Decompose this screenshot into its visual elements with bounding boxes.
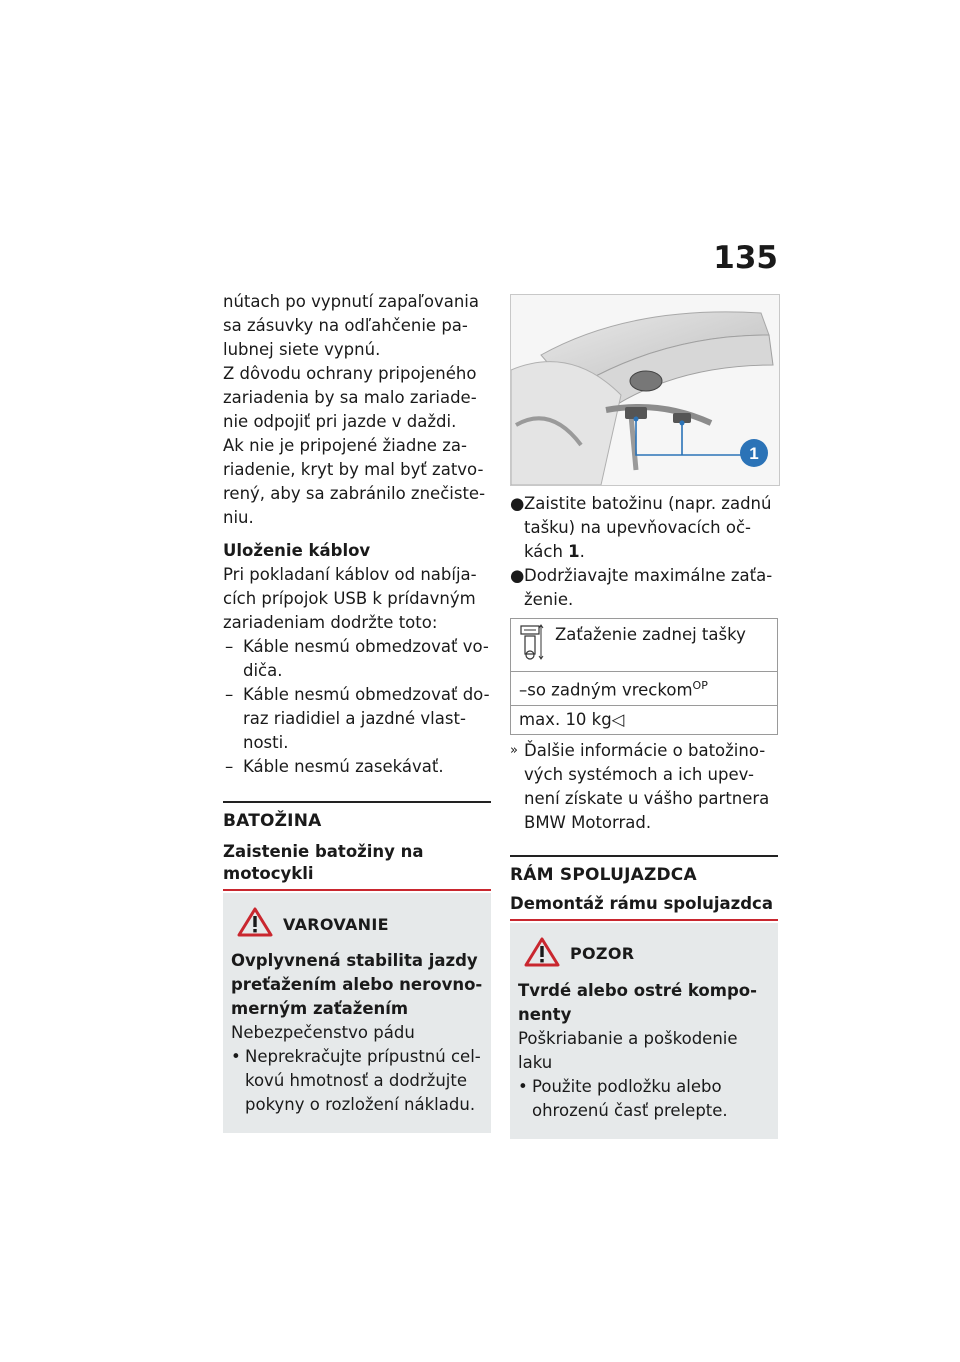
warning-triangle-icon bbox=[524, 937, 560, 971]
right-column bbox=[510, 294, 778, 1139]
table-header-cell: Zaťaženie zadnej tašky bbox=[511, 619, 778, 672]
reference-number: 1 bbox=[568, 542, 580, 561]
text-line: zariadeniam dodržte toto: bbox=[223, 613, 438, 632]
text-line: zariadenia by sa malo zariade- bbox=[223, 388, 477, 407]
cable-heading: Uloženie káblov bbox=[223, 541, 371, 560]
text-line: nútach po vypnutí zapaľovania bbox=[223, 292, 479, 311]
warning-triangle-icon bbox=[237, 907, 273, 941]
caution-heading: Tvrdé alebo ostré kompo- nenty bbox=[518, 980, 757, 1024]
section-title-pillion-frame: RÁM SPOLUJAZDCA bbox=[510, 855, 778, 885]
caution-header bbox=[518, 937, 770, 971]
text-line: rený, aby sa zabránilo znečiste- bbox=[223, 484, 486, 503]
page-number: 135 bbox=[713, 240, 778, 276]
cable-item: – Káble nesmú zasekávať. bbox=[223, 755, 491, 779]
warning-header bbox=[231, 907, 483, 941]
luggage-rack-figure bbox=[510, 294, 780, 486]
section-title-luggage: BATOŽINA bbox=[223, 801, 491, 831]
callout-number: 1 bbox=[749, 444, 759, 463]
subsection-title: Zaistenie batožiny na motocykli bbox=[223, 841, 491, 891]
table-row bbox=[511, 705, 778, 734]
table-cell: max. 10 kg◁ bbox=[511, 705, 778, 734]
text-line: lubnej siete vypnú. bbox=[223, 340, 381, 359]
text-line: niu. bbox=[223, 508, 254, 527]
subsection-title: Demontáž rámu spolujazdca bbox=[510, 893, 778, 921]
intro-text bbox=[223, 290, 491, 530]
text-line: sa zásuvky na odľahčenie pa- bbox=[223, 316, 468, 335]
text-line: Pri pokladaní káblov od nabíja- bbox=[223, 565, 477, 584]
load-table bbox=[510, 618, 778, 735]
text-line: Ak nie je pripojené žiadne za- bbox=[223, 436, 467, 455]
caution-bullet: • Použite podložku alebo ohrozenú časť prelepte. bbox=[518, 1076, 728, 1120]
warning-bullet: • Neprekračujte prípustnú cel- kovú hmotnosť a dodržujte pokyny o rozložení nákladu. bbox=[231, 1047, 481, 1114]
more-info: » Ďalšie informácie o batožino- vých systémoch a ich upev- není získate u vášho partnera BMW Motorrad. bbox=[510, 740, 770, 832]
warning-heading: Ovplyvnená stabilita jazdy preťažením alebo nerovno- merným zaťažením bbox=[231, 951, 483, 1018]
caution-label: POZOR bbox=[570, 944, 635, 963]
text-line: Z dôvodu ochrany pripojeného bbox=[223, 364, 477, 383]
table-row bbox=[511, 672, 778, 706]
left-column bbox=[223, 290, 491, 1133]
text-line: cích prípojok USB k prídavným bbox=[223, 589, 476, 608]
text-line: nie odpojiť pri jazde v daždi. bbox=[223, 412, 457, 431]
warning-box bbox=[223, 893, 491, 1133]
cable-item: – Káble nesmú obmedzovať do- raz riadidiel a jazdné vlast- nosti. bbox=[223, 683, 491, 755]
instruction-item: ● Dodržiavajte maximálne zaťa- ženie. bbox=[510, 566, 773, 609]
table-cell: –so zadným vreckom$^{OP}$ bbox=[511, 672, 778, 706]
cable-item: – Káble nesmú obmedzovať vo- diča. bbox=[223, 635, 491, 683]
warning-label: VAROVANIE bbox=[283, 914, 389, 934]
caution-box bbox=[510, 923, 778, 1139]
text-line: riadenie, kryt by mal byť zatvo- bbox=[223, 460, 484, 479]
instruction-list bbox=[510, 492, 778, 612]
table-row bbox=[511, 619, 778, 672]
tail-bag-load-icon bbox=[517, 622, 545, 668]
caution-hazard: Poškriabanie a poškodenie laku bbox=[518, 1028, 738, 1072]
warning-hazard: Nebezpečenstvo pádu bbox=[231, 1023, 415, 1042]
luggage-rack-illustration bbox=[511, 295, 779, 485]
instruction-item: ● Zaistite batožinu (napr. zadnú tašku) na upevňovacích oč- kách 1. bbox=[510, 494, 772, 561]
